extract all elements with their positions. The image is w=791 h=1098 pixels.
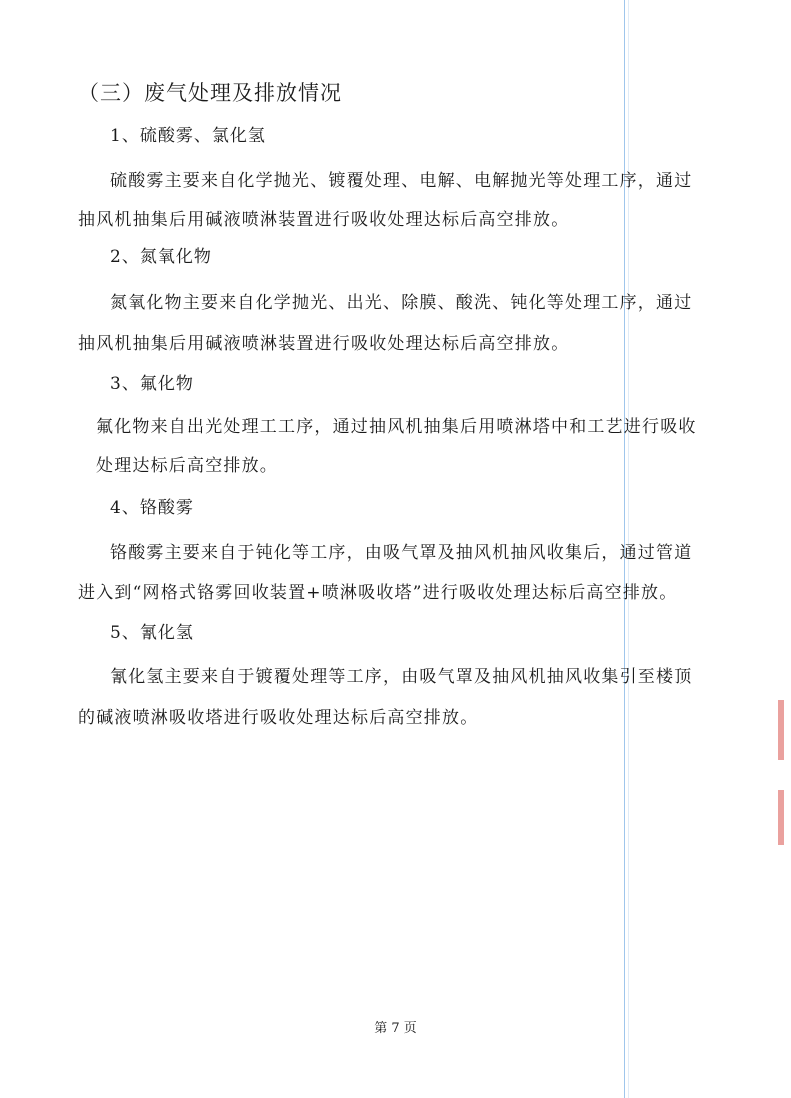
paragraph-line: 氮氧化物主要来自化学抛光、出光、除膜、酸洗、钝化等处理工序，通过 xyxy=(110,293,693,313)
item-title: 5、氰化氢 xyxy=(110,623,194,643)
page-number: 第 7 页 xyxy=(374,1021,417,1036)
item-title: 1、硫酸雾、氯化氢 xyxy=(110,126,266,146)
item-title: 4、铬酸雾 xyxy=(110,498,194,518)
paragraph-line: 进入到“网格式铬雾回收装置+喷淋吸收塔”进行吸收处理达标后高空排放。 xyxy=(78,583,678,603)
paragraph-line: 处理达标后高空排放。 xyxy=(96,456,278,476)
paragraph-line: 硫酸雾主要来自化学抛光、镀覆处理、电解、电解抛光等处理工序，通过 xyxy=(110,171,693,191)
paragraph-line: 铬酸雾主要来自于钝化等工序，由吸气罩及抽风机抽风收集后，通过管道 xyxy=(110,543,693,563)
edge-stamp-mark xyxy=(778,790,784,845)
paragraph-line: 抽风机抽集后用碱液喷淋装置进行吸收处理达标后高空排放。 xyxy=(78,210,570,230)
item-title: 3、氟化物 xyxy=(110,374,194,394)
paragraph-line: 抽风机抽集后用碱液喷淋装置进行吸收处理达标后高空排放。 xyxy=(78,334,570,354)
paragraph-line: 氟化物来自出光处理工工序，通过抽风机抽集后用喷淋塔中和工艺进行吸收 xyxy=(96,417,697,437)
paragraph-line: 氰化氢主要来自于镀覆处理等工序，由吸气罩及抽风机抽风收集引至楼顶 xyxy=(110,667,693,687)
item-title: 2、氮氧化物 xyxy=(110,247,212,267)
section-heading: （三）废气处理及排放情况 xyxy=(78,81,342,105)
paragraph-line: 的碱液喷淋吸收塔进行吸收处理达标后高空排放。 xyxy=(78,708,479,728)
edge-stamp-mark xyxy=(778,700,784,760)
